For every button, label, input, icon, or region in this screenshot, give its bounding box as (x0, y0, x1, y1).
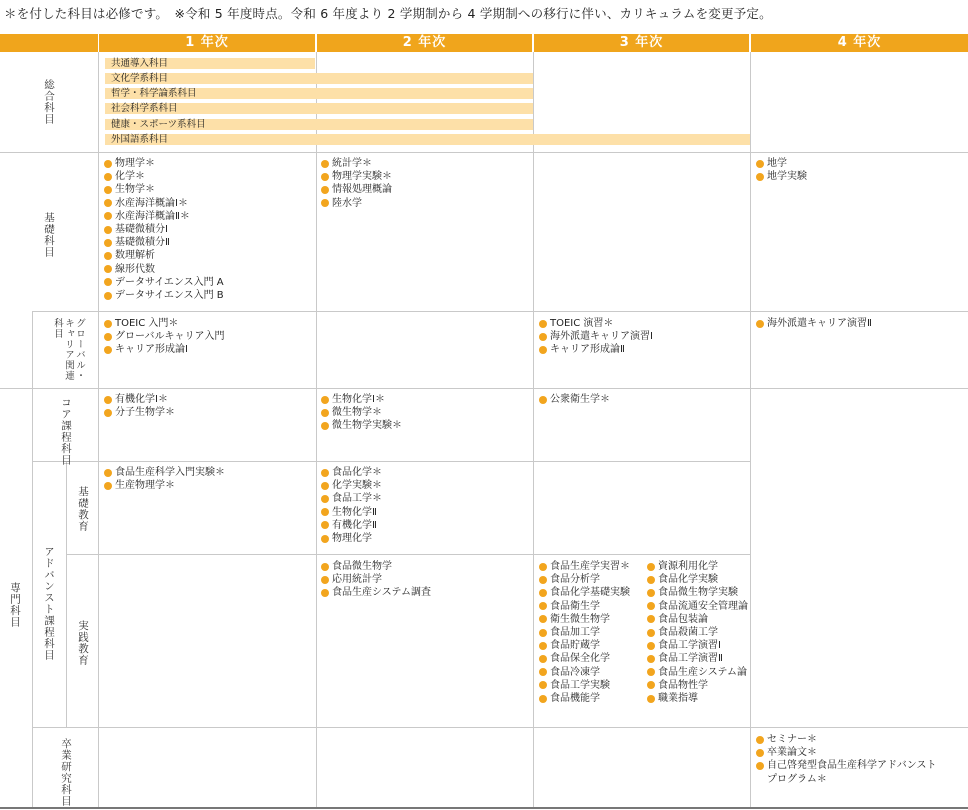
subject-item (756, 317, 872, 330)
bullet-icon (539, 589, 547, 597)
bullet-icon (321, 173, 329, 181)
subject-item (104, 157, 224, 170)
subject-label: 公衆衛生学＊ (550, 394, 610, 405)
subject-item (647, 679, 748, 692)
subject-label: 線形代数 (115, 263, 155, 275)
subject-label: 食品生産システム調査 (332, 587, 431, 599)
subject-label: 水産海洋概論Ⅰ＊ (115, 197, 188, 209)
bullet-icon (104, 265, 112, 273)
subject-label: 統計学＊ (332, 158, 372, 169)
bullet-icon (321, 422, 329, 430)
subject-label: 生物化学Ⅱ (332, 506, 377, 518)
header-corner (0, 34, 98, 52)
category-core: コア課程科目 (60, 397, 72, 466)
subject-item (104, 170, 224, 183)
subject-item (647, 600, 748, 613)
subject-label: セミナー＊ (767, 734, 817, 745)
grid-line (316, 52, 317, 808)
bullet-icon (647, 695, 655, 703)
bullet-icon (104, 173, 112, 181)
subject-label: キャリア形成論Ⅱ (550, 344, 625, 356)
core-year3-list (539, 393, 610, 406)
subject-item (756, 733, 937, 746)
bullet-icon (321, 521, 329, 529)
bullet-icon (647, 668, 655, 676)
subject-label: 食品工学実験 (550, 679, 610, 691)
grid-line (750, 52, 751, 808)
bullet-icon (321, 482, 329, 490)
bullet-icon (539, 396, 547, 404)
adv-jissen-year3-list-a (539, 560, 630, 705)
subject-label: 卒業論文＊ (767, 747, 817, 759)
bullet-icon (647, 681, 655, 689)
subject-item (647, 692, 748, 705)
subject-label: 職業指導 (658, 693, 698, 705)
kiso-year4-list (756, 157, 807, 183)
grid-line (0, 388, 968, 389)
subject-label: 物理学実験＊ (332, 171, 392, 183)
header-year-4: 4 年次 (751, 34, 968, 52)
bullet-icon (104, 346, 112, 354)
bullet-icon (104, 292, 112, 300)
global-year3-list (539, 317, 653, 357)
subject-label: 陸水学 (332, 197, 362, 209)
bullet-icon (321, 589, 329, 597)
subject-label: 食品貯蔵学 (550, 640, 600, 652)
subject-item (104, 197, 224, 210)
general-bar: 文化学系科目 (105, 73, 533, 84)
subject-item (104, 263, 224, 276)
subject-label: 食品流通安全管理論 (658, 600, 748, 612)
category-kiso: 基礎科目 (43, 212, 55, 258)
subject-label: 化学＊ (115, 171, 145, 183)
bullet-icon (647, 589, 655, 597)
bullet-icon (539, 642, 547, 650)
bullet-icon (539, 681, 547, 689)
bullet-icon (104, 199, 112, 207)
bullet-icon (321, 199, 329, 207)
subject-label: TOEIC 入門＊ (115, 318, 179, 329)
subject-item (321, 170, 392, 183)
bullet-icon (321, 186, 329, 194)
subject-label: 食品分析学 (550, 574, 600, 586)
subject-item (321, 183, 392, 196)
grid-line (533, 52, 534, 808)
subject-label: 有機化学Ⅰ＊ (115, 394, 168, 405)
subject-item (321, 406, 402, 419)
subject-item (539, 330, 653, 343)
subject-label: 情報処理概論 (332, 184, 392, 196)
subject-item (104, 406, 175, 419)
global-year4-list (756, 317, 872, 330)
general-bar: 外国語系科目 (105, 134, 750, 145)
header-year-3: 3 年次 (534, 34, 749, 52)
subject-label: 数理解析 (115, 250, 155, 262)
subject-label: 食品加工学 (550, 627, 600, 639)
category-sotsugyou: 卒業研究科目 (60, 738, 72, 807)
subject-label: 食品生産学実習＊ (550, 561, 630, 572)
subject-item (321, 419, 402, 432)
subject-item (104, 466, 225, 479)
subject-label: グローバルキャリア入門 (115, 331, 225, 343)
bullet-icon (539, 320, 547, 328)
subject-label: キャリア形成論Ⅰ (115, 344, 188, 356)
subject-item (321, 197, 392, 210)
adv-jissen-year3-list-b (647, 560, 748, 705)
bullet-icon (756, 160, 764, 168)
subject-item (756, 157, 807, 170)
subject-item (647, 573, 748, 586)
subject-label: 生物化学Ⅰ＊ (332, 394, 385, 405)
subject-item (321, 393, 402, 406)
subject-item (539, 393, 610, 406)
subject-item (321, 492, 382, 505)
kiso-year2-list (321, 157, 392, 210)
bullet-icon (104, 409, 112, 417)
bullet-icon (539, 615, 547, 623)
subject-item (539, 652, 630, 665)
subject-item (647, 639, 748, 652)
grid-line (66, 461, 67, 727)
header-year-1: 1 年次 (99, 34, 315, 52)
subject-label: 地学 (767, 158, 787, 169)
subject-item (104, 317, 225, 330)
subject-item (539, 573, 630, 586)
curriculum-note: ＊を付した科目は必修です。 ※令和 5 年度時点。令和 6 年度より 2 学期制から 4 学期制への移行に伴い、カリキュラムを変更予定。 (4, 6, 772, 21)
core-year2-list (321, 393, 402, 433)
bullet-icon (756, 749, 764, 757)
bullet-icon (539, 333, 547, 341)
subject-item (104, 393, 175, 406)
subject-label: 生産物理学＊ (115, 480, 175, 492)
subject-item (104, 479, 225, 492)
subject-item (104, 236, 224, 249)
general-bar: 哲学・科学論系科目 (105, 88, 533, 99)
subject-label: 食品生産システム論 (658, 666, 747, 678)
subject-item (321, 532, 382, 545)
subject-item (756, 746, 937, 759)
bullet-icon (539, 576, 547, 584)
subject-label: 自己啓発型食品生産科学アドバンスト (767, 760, 937, 772)
bullet-icon (756, 173, 764, 181)
subject-label: 物理化学 (332, 533, 372, 545)
category-kiso-kyouiku: 基礎教育 (77, 486, 89, 532)
subject-item (104, 183, 224, 196)
subject-label: 地学実験 (767, 171, 807, 183)
grid-line (98, 52, 99, 808)
category-sougou: 総合科目 (43, 79, 55, 125)
subject-label: 生物学＊ (115, 184, 155, 196)
subject-label: 食品冷凍学 (550, 666, 600, 678)
bullet-icon (539, 602, 547, 610)
bullet-icon (104, 186, 112, 194)
subject-item (104, 223, 224, 236)
bullet-icon (647, 602, 655, 610)
grid-line (32, 311, 968, 312)
subject-item (647, 652, 748, 665)
bullet-icon (321, 409, 329, 417)
category-global: グローバル・キャリア関連科目 (52, 318, 85, 381)
subject-item (104, 249, 224, 262)
subject-item (539, 343, 653, 356)
bullet-icon (539, 346, 547, 354)
core-year1-list (104, 393, 175, 419)
bullet-icon (321, 469, 329, 477)
bullet-icon (756, 736, 764, 744)
grid-line (32, 461, 750, 462)
bullet-icon (104, 212, 112, 220)
bullet-icon (104, 482, 112, 490)
bullet-icon (539, 655, 547, 663)
category-advanced: アドバンスト課程科目 (43, 546, 55, 661)
subject-item (321, 560, 431, 573)
subject-label: 食品包装論 (658, 613, 708, 625)
subject-item (539, 613, 630, 626)
subject-item (321, 157, 392, 170)
subject-item (647, 586, 748, 599)
subject-item (539, 317, 653, 330)
bullet-icon (104, 252, 112, 260)
bullet-icon (647, 615, 655, 623)
subject-label: 応用統計学 (332, 574, 382, 586)
subject-label: 食品化学＊ (332, 467, 382, 478)
subject-label: 食品物性学 (658, 679, 708, 691)
subject-item (104, 276, 224, 289)
bullet-icon (104, 226, 112, 234)
subject-item (756, 759, 937, 772)
subject-item (321, 519, 382, 532)
bullet-icon (321, 396, 329, 404)
subject-label: 水産海洋概論Ⅱ＊ (115, 210, 190, 222)
adv-jissen-year2-list (321, 560, 431, 600)
general-bar: 社会科学系科目 (105, 103, 533, 114)
subject-item (321, 479, 382, 492)
bullet-icon (321, 495, 329, 503)
grid-line (32, 389, 33, 808)
subject-item (321, 506, 382, 519)
general-bar: 健康・スポーツ系科目 (105, 119, 533, 130)
kiso-year1-list (104, 157, 224, 302)
bullet-icon (539, 629, 547, 637)
subject-label: 食品殺菌工学 (658, 627, 718, 639)
subject-label: 微生物学実験＊ (332, 420, 402, 432)
bullet-icon (321, 576, 329, 584)
subject-item (539, 586, 630, 599)
subject-label: 微生物学＊ (332, 407, 382, 419)
bullet-icon (539, 695, 547, 703)
bullet-icon (321, 508, 329, 516)
bullet-icon (104, 333, 112, 341)
subject-item (104, 210, 224, 223)
bullet-icon (104, 469, 112, 477)
global-year1-list (104, 317, 225, 357)
subject-item (104, 330, 225, 343)
bullet-icon (756, 320, 764, 328)
subject-label: 基礎微積分Ⅰ (115, 224, 168, 236)
subject-item (321, 586, 431, 599)
bullet-icon (321, 535, 329, 543)
bullet-icon (104, 396, 112, 404)
subject-item (539, 679, 630, 692)
bullet-icon (104, 239, 112, 247)
subject-label: 分子生物学＊ (115, 407, 175, 419)
bullet-icon (756, 762, 764, 770)
subject-item (539, 560, 630, 573)
subject-item (104, 289, 224, 302)
subject-item (647, 626, 748, 639)
grid-line (32, 311, 33, 388)
subject-label: 海外派遣キャリア演習Ⅰ (550, 331, 653, 343)
bullet-icon (647, 576, 655, 584)
bullet-icon (647, 629, 655, 637)
subject-label: 食品化学実験 (658, 574, 718, 586)
adv-kiso-year1-list (104, 466, 225, 492)
general-bar: 共通導入科目 (105, 58, 315, 69)
bullet-icon (539, 563, 547, 571)
grid-line (66, 554, 750, 555)
bullet-icon (539, 668, 547, 676)
bullet-icon (647, 642, 655, 650)
bullet-icon (647, 655, 655, 663)
subject-item (647, 666, 748, 679)
subject-label: 食品衛生学 (550, 600, 600, 612)
bullet-icon (104, 160, 112, 168)
table-bottom-border (0, 807, 968, 809)
subject-label: 食品保全化学 (550, 653, 610, 665)
grid-line (32, 727, 968, 728)
adv-kiso-year2-list (321, 466, 382, 545)
subject-label: 食品微生物学 (332, 561, 392, 572)
subject-item (321, 573, 431, 586)
subject-label: 有機化学Ⅱ (332, 519, 377, 531)
sotsugyou-year4-continuation: プログラム＊ (767, 774, 827, 785)
subject-label: 化学実験＊ (332, 480, 382, 492)
subject-item (539, 600, 630, 613)
bullet-icon (104, 320, 112, 328)
subject-item (539, 626, 630, 639)
subject-label: 食品工学演習Ⅰ (658, 640, 721, 652)
bullet-icon (321, 160, 329, 168)
subject-item (321, 466, 382, 479)
bullet-icon (647, 563, 655, 571)
bullet-icon (321, 563, 329, 571)
subject-item (539, 639, 630, 652)
subject-label: 食品機能学 (550, 693, 600, 705)
subject-label: 食品化学基礎実験 (550, 587, 630, 599)
grid-line (0, 152, 968, 153)
subject-label: 食品生産科学入門実験＊ (115, 467, 225, 478)
header-year-2: 2 年次 (317, 34, 532, 52)
category-senmon: 専門科目 (9, 582, 21, 628)
subject-item (539, 666, 630, 679)
subject-item (104, 343, 225, 356)
subject-label: データサイエンス入門 B (115, 290, 224, 302)
subject-item (647, 560, 748, 573)
subject-label: 食品工学演習Ⅱ (658, 653, 723, 665)
subject-label: 基礎微積分Ⅱ (115, 237, 170, 249)
subject-label: 海外派遣キャリア演習Ⅱ (767, 318, 872, 329)
subject-label: データサイエンス入門 A (115, 276, 224, 288)
subject-label: 物理学＊ (115, 158, 155, 169)
subject-label: 食品微生物学実験 (658, 587, 738, 599)
subject-item (539, 692, 630, 705)
subject-item (647, 613, 748, 626)
sotsugyou-year4-list (756, 733, 937, 773)
bullet-icon (104, 278, 112, 286)
subject-label: 資源利用化学 (658, 561, 718, 572)
subject-label: TOEIC 演習＊ (550, 318, 614, 329)
subject-item (756, 170, 807, 183)
category-jissen-kyouiku: 実践教育 (77, 620, 89, 666)
subject-label: 食品工学＊ (332, 493, 382, 505)
subject-label: 衛生微生物学 (550, 613, 610, 625)
